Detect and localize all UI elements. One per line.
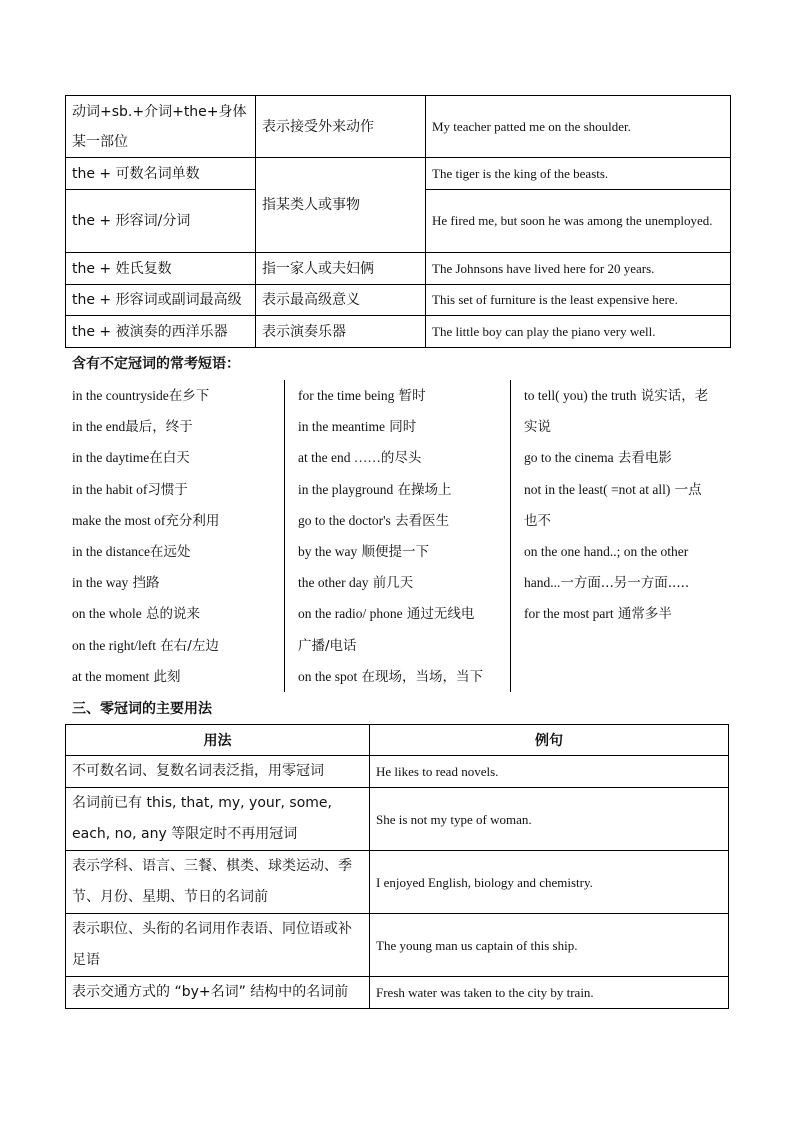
table-row	[66, 285, 731, 316]
phrase-item: for the most part 通常多半	[524, 606, 672, 623]
usage-cell: the + 被演奏的西洋乐器	[66, 316, 256, 348]
phrase-item: in the distance在远处	[72, 543, 191, 560]
usage-cell: the + 形容词或副词最高级	[66, 285, 256, 316]
meaning-cell: 表示接受外来动作	[256, 96, 426, 158]
example-cell: This set of furniture is the least expensive here.	[426, 285, 731, 316]
meaning-cell: 指一家人或夫妇俩	[256, 253, 426, 285]
table-header-row	[66, 725, 729, 756]
phrase-item: for the time being 暂时	[298, 388, 426, 404]
phrases-heading: 含有不定冠词的常考短语：	[72, 356, 240, 372]
phrase-item: on the radio/ phone 通过无线电	[298, 606, 475, 623]
meaning-cell: 表示演奏乐器	[256, 316, 426, 348]
column-header-usage: 用法	[66, 725, 370, 756]
phrase-column-2	[298, 380, 506, 692]
table-row	[66, 977, 729, 1009]
phrase-item: to tell( you) the truth 说实话，老	[524, 388, 709, 404]
zero-article-table	[65, 724, 729, 1009]
phrase-item: the other day 前几天	[298, 575, 414, 592]
meaning-cell: 指某类人或事物	[256, 158, 426, 253]
phrase-item: at the moment 此刻	[72, 668, 181, 685]
usage-cell: 动词+sb.+介词+the+身体某一部位	[66, 96, 256, 158]
phrase-item: on the right/left 在右/左边	[72, 637, 219, 654]
usage-cell: 表示职位、头衔的名词用作表语、同位语或补足语	[66, 914, 370, 977]
phrase-item: not in the least( =not at all) 一点	[524, 481, 702, 498]
phrase-item: in the countryside在乡下	[72, 388, 210, 404]
example-cell: He likes to read novels.	[370, 756, 729, 788]
phrase-item: on the spot 在现场，当场，当下	[298, 668, 484, 685]
phrase-item: on the whole 总的说来	[72, 606, 201, 623]
phrase-item: make the most of充分利用	[72, 512, 220, 529]
section-heading: 三、零冠词的主要用法	[72, 701, 212, 717]
usage-cell: the + 形容词/分词	[66, 190, 256, 253]
example-cell: He fired me, but soon he was among the unemployed.	[426, 190, 731, 253]
example-cell: The Johnsons have lived here for 20 years.	[426, 253, 731, 285]
phrase-item: hand...一方面...另一方面.....	[524, 575, 690, 592]
table-row	[66, 253, 731, 285]
phrase-column-1	[72, 380, 282, 692]
phrase-item: 广播/电话	[298, 637, 357, 654]
column-divider	[284, 380, 285, 692]
example-cell: I enjoyed English, biology and chemistry.	[370, 851, 729, 914]
usage-cell: 表示交通方式的 “by+名词” 结构中的名词前	[66, 977, 370, 1009]
phrase-item: in the meantime 同时	[298, 419, 417, 436]
table-row	[66, 316, 731, 348]
example-cell: She is not my type of woman.	[370, 788, 729, 851]
example-cell: The young man us captain of this ship.	[370, 914, 729, 977]
definite-article-table	[65, 95, 731, 348]
phrase-item: at the end ……的尽头	[298, 450, 422, 467]
example-cell: The little boy can play the piano very well.	[426, 316, 731, 348]
table-row	[66, 96, 731, 158]
example-cell: My teacher patted me on the shoulder.	[426, 96, 731, 158]
phrase-item: 实说	[524, 419, 551, 436]
usage-cell: 不可数名词、复数名词表泛指，用零冠词	[66, 756, 370, 788]
example-cell: The tiger is the king of the beasts.	[426, 158, 731, 190]
table-row	[66, 851, 729, 914]
table-row	[66, 158, 731, 190]
table-row	[66, 756, 729, 788]
phrase-item: in the end最后，终于	[72, 419, 193, 436]
column-header-example: 例句	[370, 725, 729, 756]
phrase-column-3	[524, 380, 729, 692]
phrase-item: on the one hand..; on the other	[524, 543, 689, 559]
usage-cell: the + 姓氏复数	[66, 253, 256, 285]
phrase-item: in the habit of习惯于	[72, 481, 188, 498]
usage-cell: the + 可数名词单数	[66, 158, 256, 190]
phrase-item: in the playground 在操场上	[298, 481, 452, 498]
phrase-item: in the way 挡路	[72, 575, 160, 592]
usage-cell: 表示学科、语言、三餐、棋类、球类运动、季节、月份、星期、节日的名词前	[66, 851, 370, 914]
table-row	[66, 914, 729, 977]
usage-cell: 名词前已有 this, that, my, your, some, each, no, any 等限定时不再用冠词	[66, 788, 370, 851]
phrase-item: in the daytime在白天	[72, 450, 190, 467]
meaning-cell: 表示最高级意义	[256, 285, 426, 316]
phrase-item: 也不	[524, 512, 551, 529]
phrase-item: go to the cinema 去看电影	[524, 450, 672, 467]
column-divider	[510, 380, 511, 692]
table-row	[66, 788, 729, 851]
example-cell: Fresh water was taken to the city by train.	[370, 977, 729, 1009]
phrase-item: by the way 顺便提一下	[298, 543, 430, 560]
phrase-item: go to the doctor's 去看医生	[298, 512, 450, 529]
